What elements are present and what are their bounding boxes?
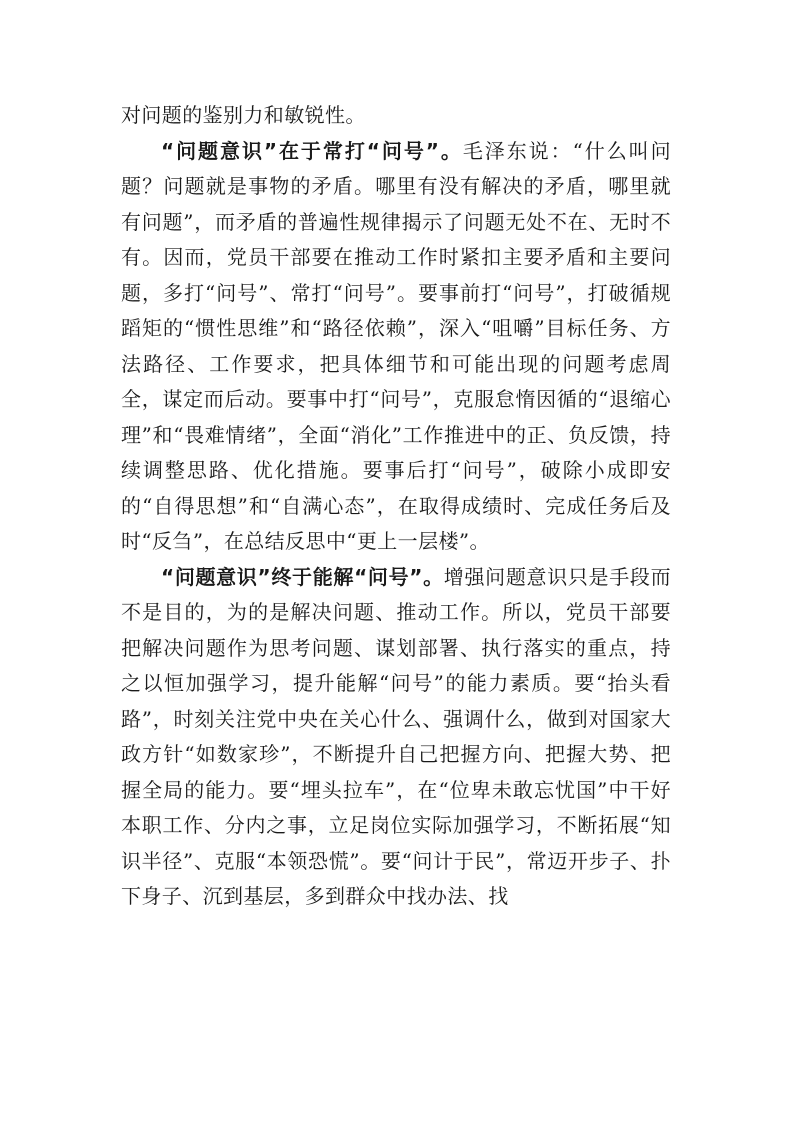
paragraph-lead-heading: “问题意识”在于常打“问号”。: [161, 138, 463, 163]
paragraph-question-marks: [121, 134, 671, 560]
paragraph-lead-heading: “问题意识”终于能解“问号”。: [161, 564, 444, 589]
body-text: [121, 98, 671, 915]
paragraph-text: 增强问题意识只是手段而不是目的，为的是解决问题、推动工作。所以，党员干部要把解决问题作为思考问题、谋划部署、执行落实的重点，持之以恒加强学习，提升能解“问号”的能力素质。要“抬头看路”，时刻关注党中央在关心什么、强调什么，做到对国家大政方针“如数家珍”，不断提升自己把握方向、把握大势、把握全局的能力。要“埋头拉车”，在“位卑未敢忘忧国”中干好本职工作、分内之事，立足岗位实际加强学习，不断拓展“知识半径”、克服“本领恐慌”。要“问计于民”，常迈开步子、扑下身子、沉到基层，多到群众中找办法、找: [121, 564, 672, 908]
paragraph-text: 对问题的鉴别力和敏锐性。: [121, 103, 366, 127]
paragraph-solve-questions: [121, 560, 671, 915]
paragraph-continuation: [121, 98, 671, 134]
paragraph-text: 毛泽东说：“什么叫问题？问题就是事物的矛盾。哪里有没有解决的矛盾，哪里就有问题”，而矛盾的普遍性规律揭示了问题无处不在、无时不有。因而，党员干部要在推动工作时紧扣主要矛盾和主要问题，多打“问号”、常打“问号”。要事前打“问号”，打破循规蹈矩的“惯性思维”和“路径依赖”，深入“咀嚼”目标任务、方法路径、工作要求，把具体细节和可能出现的问题考虑周全，谋定而后动。要事中打“问号”，克服怠惰因循的“退缩心理”和“畏难情绪”，全面“消化”工作推进中的正、负反馈，持续调整思路、优化措施。要事后打“问号”，破除小成即安的“自得思想”和“自满心态”，在取得成绩时、完成任务后及时“反刍”，在总结反思中“更上一层楼”。: [121, 138, 671, 553]
